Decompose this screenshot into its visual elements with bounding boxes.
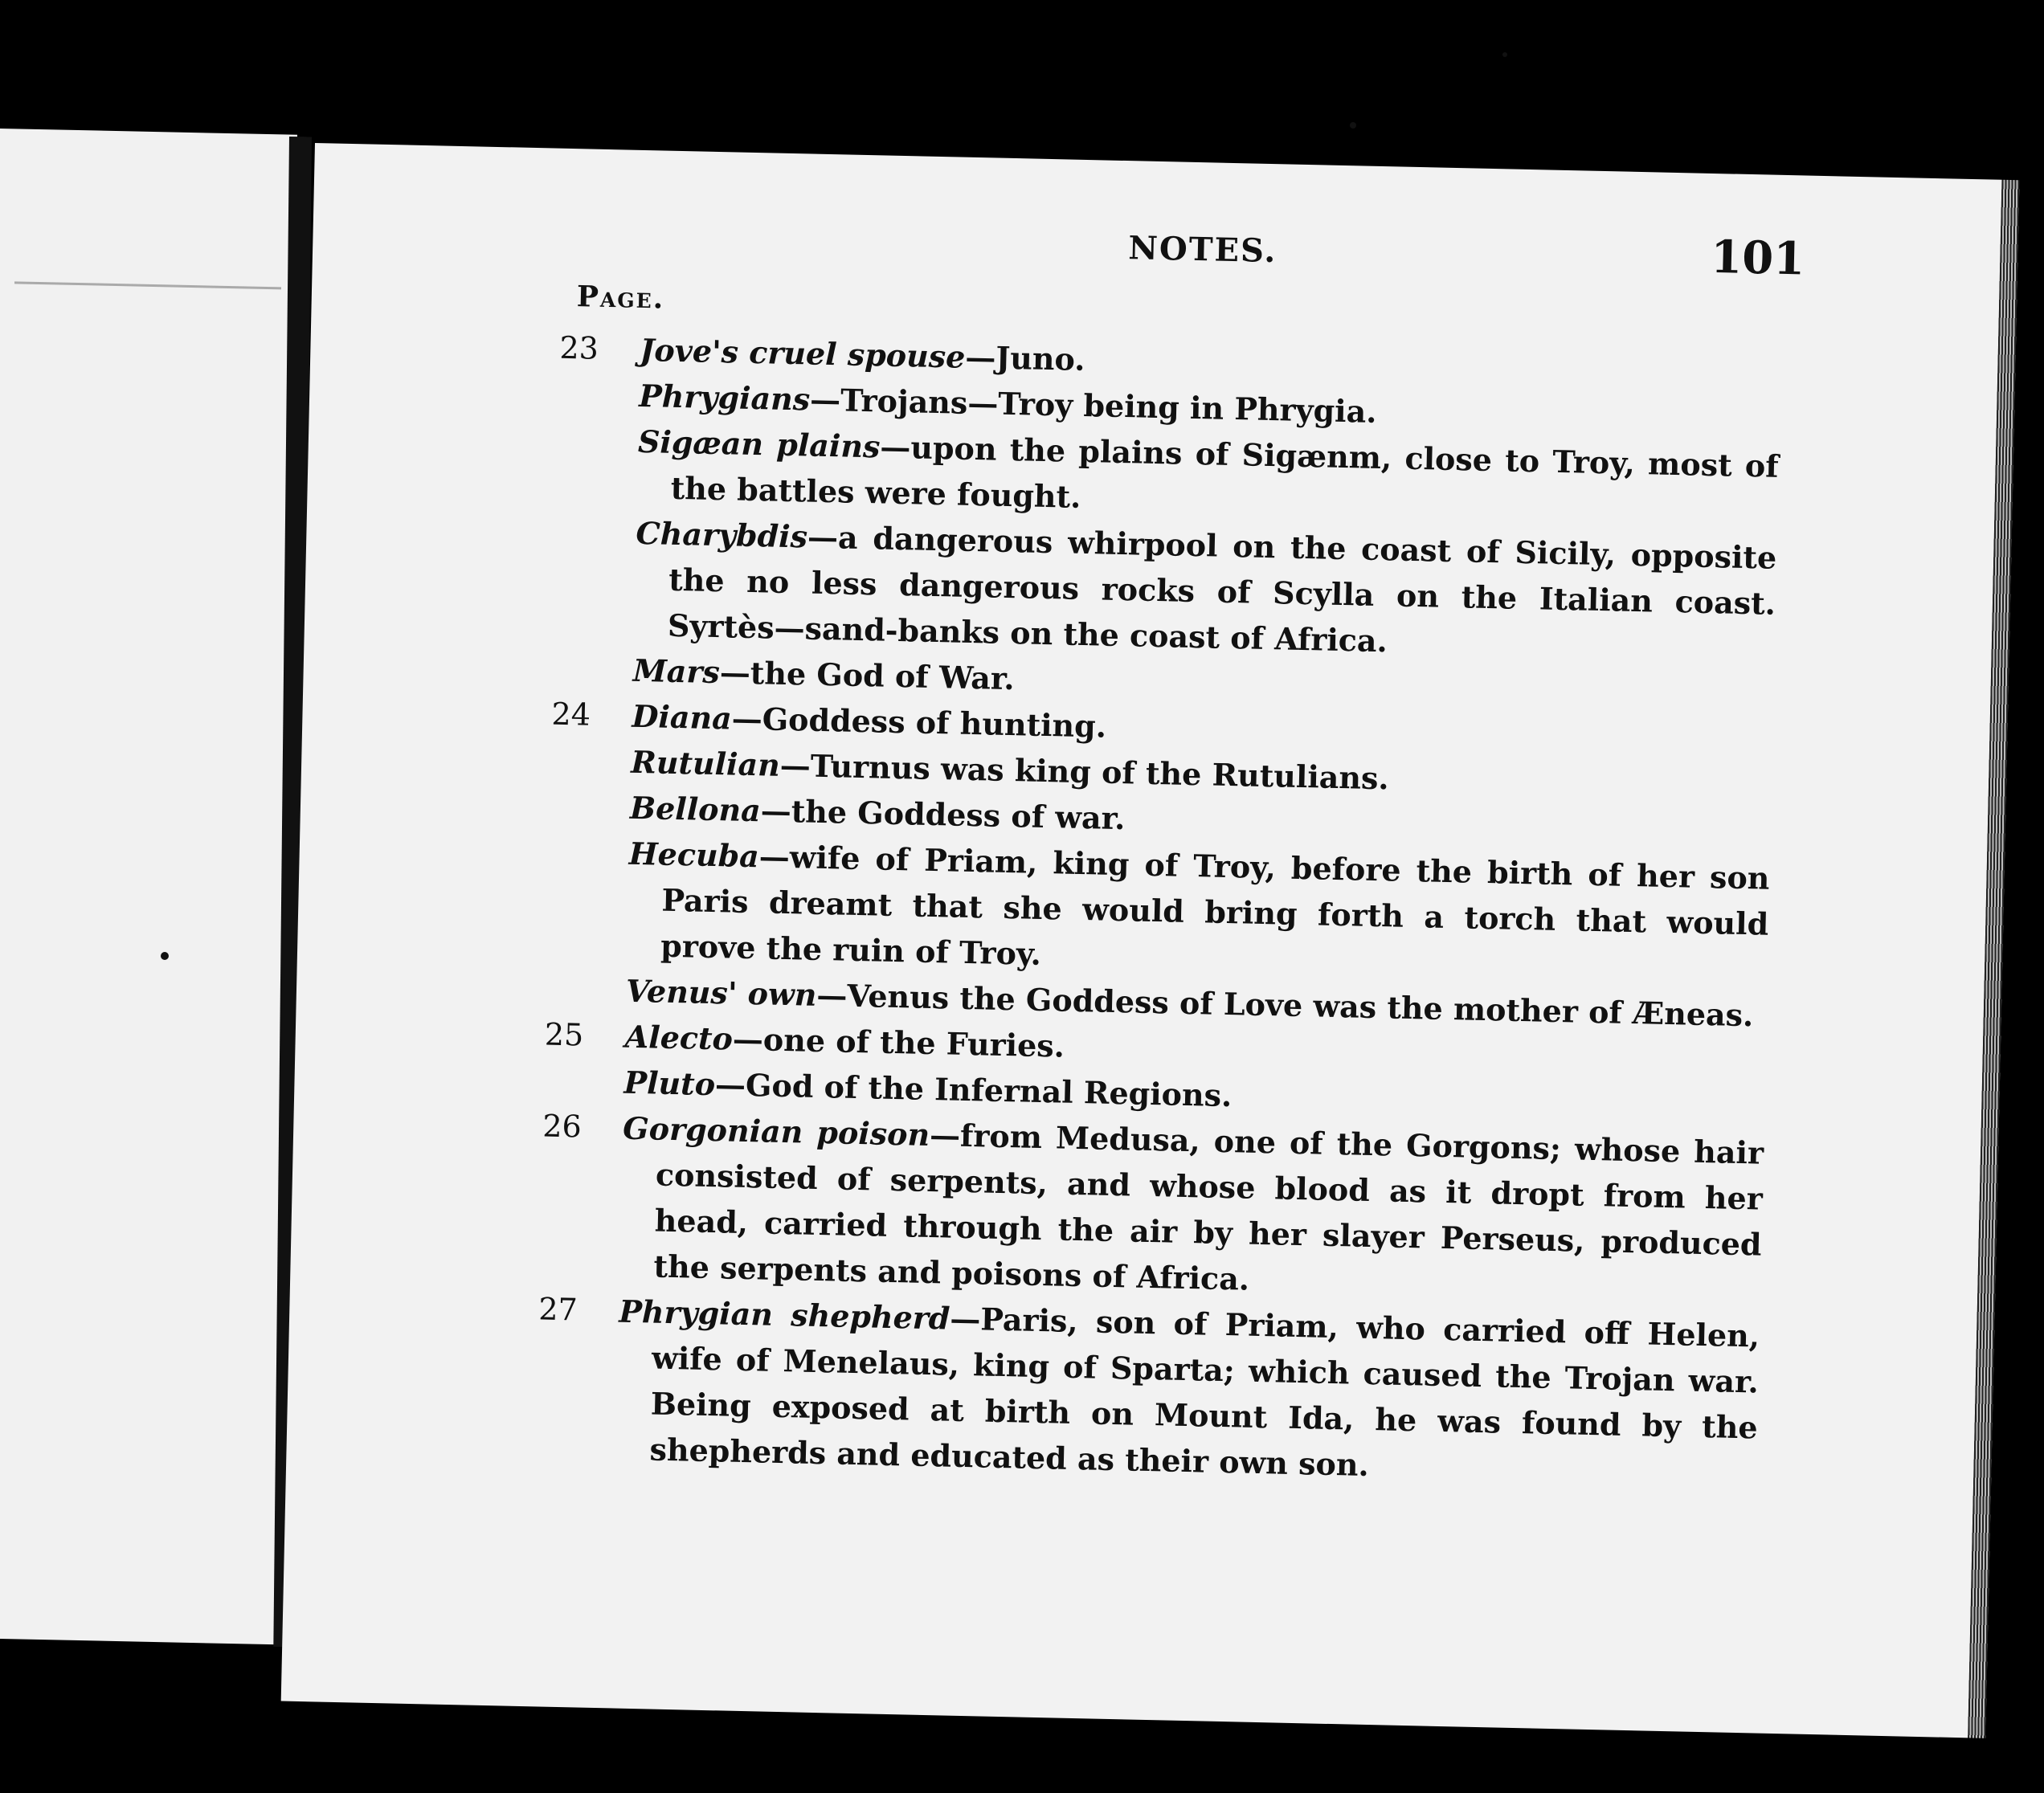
note-text: Paris, son of Priam, who carried off Helen, wife of Menelaus, king of Sparta; which caused the Trojan war. Being exposed at birth on Mount Ida, he was found by the shepherds and educated as their own son. [649,1301,1760,1484]
left-page [0,129,297,1645]
note-entry: 26 Gorgonian poison—from Medusa, one of the Gorgons; whose hair consisted of serpents, and whose blood as it dropt from her head, carried through the air by her slayer Perseus, produced the serpents and poisons of Africa. [539,1103,1764,1313]
note-text: the God of War. [750,654,1016,697]
note-term: Jove's cruel spouse [639,331,966,375]
note-page-ref: 23 [559,329,599,366]
note-term: Sigæan plains [637,423,881,465]
note-page-ref: 25 [544,1016,584,1053]
note-text: the Goddess of war. [791,793,1126,837]
note-text: a dangerous whirpool on the coast of Sicily, opposite the no less dangerous rocks of Scylla on the Italian coast. Syrtès—sand-banks on the coast of Africa. [667,519,1777,660]
note-term: Phrygians [638,377,811,418]
page-column-heading: Page. [576,280,665,316]
note-entry: Venus' own—Venus the Goddess of Love was the mother of Æneas. [545,966,1767,1039]
note-term: Diana [632,697,733,737]
note-text: Turnus was king of the Rutulians. [810,747,1390,797]
note-text: Trojans—Troy being in Phrygia. [840,382,1377,430]
note-term: Venus' own [625,972,817,1013]
note-term: Pluto [623,1064,716,1103]
note-text: from Medusa, one of the Gorgons; whose hair consisted of serpents, and whose blood as it dropt from her head, carried through the air by her slayer Perseus, produced the serpents and poisons of Africa. [653,1117,1764,1297]
page-number: 101 [1710,230,1805,286]
dust-speck [1502,52,1507,57]
note-entry: 23 Jove's cruel spouse—Juno. [559,325,1781,398]
note-entry: 27 Phrygian shepherd—Paris, son of Priam, who carried off Helen, wife of Menelaus, king of Sparta; which caused the Trojan war. Being exposed at birth on Mount Ida, he was found by the shepherds and educated as their own son. [535,1286,1760,1496]
note-term: Alecto [624,1018,734,1057]
note-entry: Charybdis—a dangerous whirpool on the coast of Sicily, opposite the no less dangerous rocks of Scylla on the Italian coast. Syrtès—sand-banks on the coast of Africa. [553,508,1776,672]
note-text: wife of Priam, king of Troy, before the birth of her son Paris dreamt that she would bring forth a torch that would prove the ruin of Troy. [660,839,1770,972]
note-term: Rutulian [630,743,781,783]
note-term: Mars [632,651,721,691]
note-text: upon the plains of Sigænm, close to Troy, most of the battles were fought. [670,429,1780,515]
running-title: NOTES. [1127,229,1278,271]
note-text: God of the Infernal Regions. [745,1066,1233,1114]
note-term: Gorgonian poison [622,1109,930,1153]
note-entry: Sigæan plains—upon the plains of Sigænm, close to Troy, most of the battles were fought. [556,417,1779,535]
note-page-ref: 26 [542,1108,583,1145]
note-text: one of the Furies. [762,1021,1065,1064]
note-entry: Pluto—God of the Infernal Regions. [543,1057,1765,1129]
dust-speck [1350,122,1356,129]
notes-list [535,325,1781,1497]
note-entry: Bellona—the Goddess of war. [549,783,1771,856]
note-entry: Mars—the God of War. [552,646,1774,718]
note-entry: 24 Diana—Goddess of hunting. [551,692,1773,764]
note-term: Charybdis [636,514,808,555]
note-text: Venus the Goddess of Love was the mother of Æneas. [846,977,1754,1034]
note-text: Goddess of hunting. [762,700,1107,745]
note-entry: 25 Alecto—one of the Furies. [544,1012,1766,1084]
note-entry: Rutulian—Turnus was king of the Rutulians. [550,737,1772,810]
note-entry: Hecuba—wife of Priam, king of Troy, before the birth of her son Paris dreamt that she would bring forth a torch that would prove the ruin of Troy. [546,829,1770,993]
left-page-rule [14,281,281,289]
note-text: Juno. [995,339,1085,378]
note-page-ref: 24 [551,696,591,733]
dust-speck [161,952,169,960]
note-page-ref: 27 [538,1291,578,1328]
note-term: Hecuba [628,835,760,875]
page-text-block [281,143,2002,1738]
page-header [313,211,2001,296]
right-page [281,143,2002,1738]
note-term: Bellona [629,789,762,829]
note-term: Phrygian shepherd [618,1293,950,1337]
note-entry: Phrygians—Trojans—Troy being in Phrygia. [558,371,1780,443]
